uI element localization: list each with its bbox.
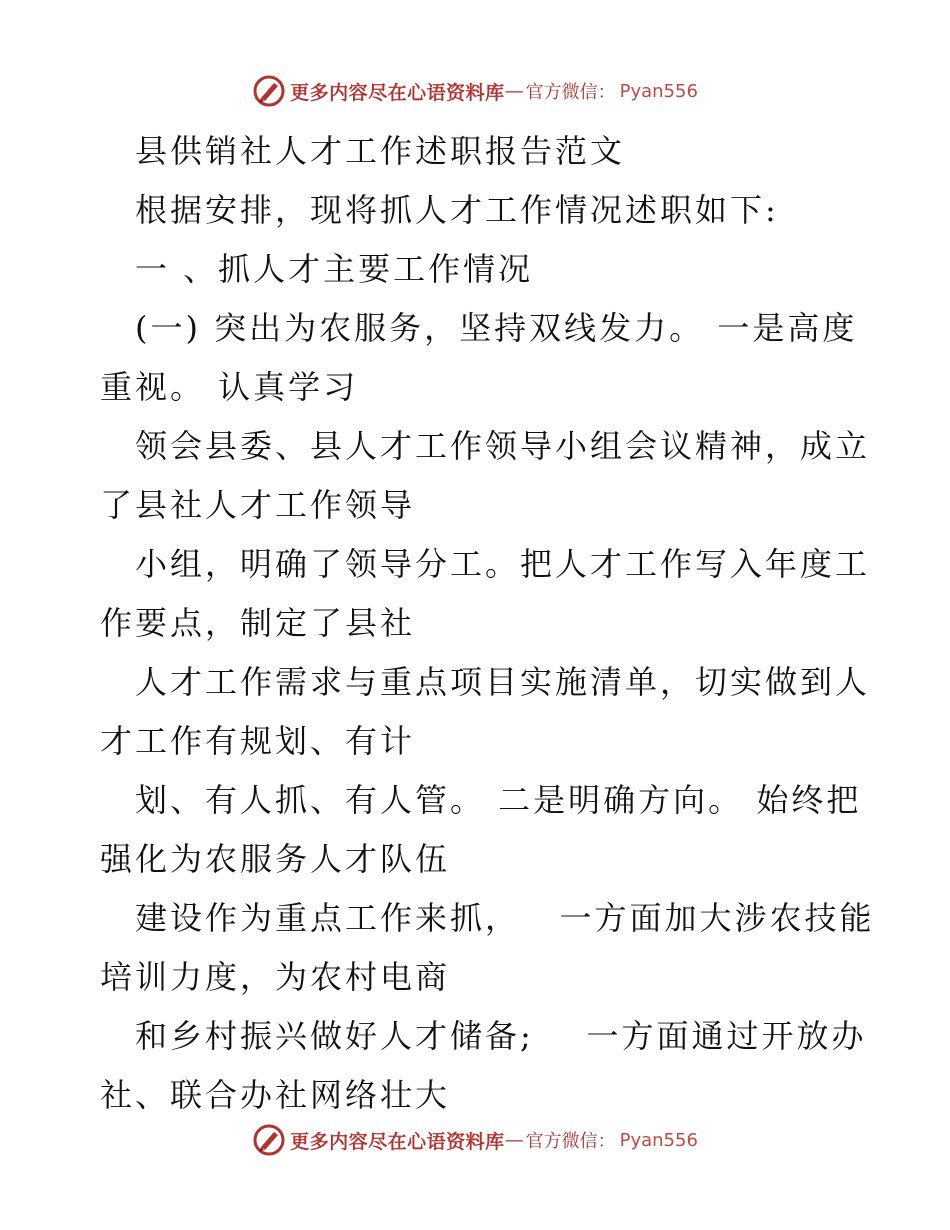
text-line: 县供销社人才工作述职报告范文	[135, 132, 626, 170]
text-line: 社、联合办社网络壮大	[100, 1076, 451, 1114]
text-line: 作要点，制定了县社	[100, 604, 416, 642]
banner-dash: —	[504, 80, 524, 102]
text-line: 强化为农服务人才队伍	[100, 840, 451, 878]
banner-wechat-id: Pyan556	[619, 80, 698, 102]
text-line: 根据安排，现将抓人才工作情况述职如下:	[135, 191, 779, 229]
pen-logo-icon	[252, 1123, 286, 1157]
text-line: 小组，明确了领导分工。把人才工作写入年度工	[135, 545, 871, 583]
text-line: 重视。 认真学习	[100, 368, 359, 406]
footer-banner	[0, 1120, 950, 1160]
text-line: 和乡村振兴做好人才储备; 一方面通过开放办	[135, 1017, 867, 1055]
text-line: 才工作有规划、有计	[100, 722, 416, 760]
banner-site-name: 更多内容尽在心语资料库	[290, 81, 505, 104]
banner-dash: —	[504, 1129, 524, 1151]
text-line: 了县社人才工作领导	[100, 486, 416, 524]
banner-wechat-label: 官方微信：	[525, 1131, 616, 1152]
text-line: 培训力度，为农村电商	[100, 958, 451, 996]
text-line: 人才工作需求与重点项目实施清单，切实做到人	[135, 663, 871, 701]
banner-site-name: 更多内容尽在心语资料库	[290, 1130, 505, 1153]
text-line: 建设作为重点工作来抓， 一方面加大涉农技能	[135, 899, 875, 937]
banner-wechat-id: Pyan556	[619, 1129, 698, 1151]
text-line: 划、有人抓、有人管。 二是明确方向。 始终把	[135, 781, 862, 819]
text-line: 一 、抓人才主要工作情况	[135, 250, 534, 288]
text-line: 领会县委、县人才工作领导小组会议精神，成立	[135, 427, 871, 465]
text-line: (一) 突出为农服务，坚持双线发力。 一是高度	[135, 309, 858, 347]
pen-logo-icon	[252, 74, 286, 108]
header-banner	[0, 71, 950, 111]
banner-wechat-label: 官方微信：	[525, 82, 616, 103]
document-body	[100, 122, 875, 1125]
